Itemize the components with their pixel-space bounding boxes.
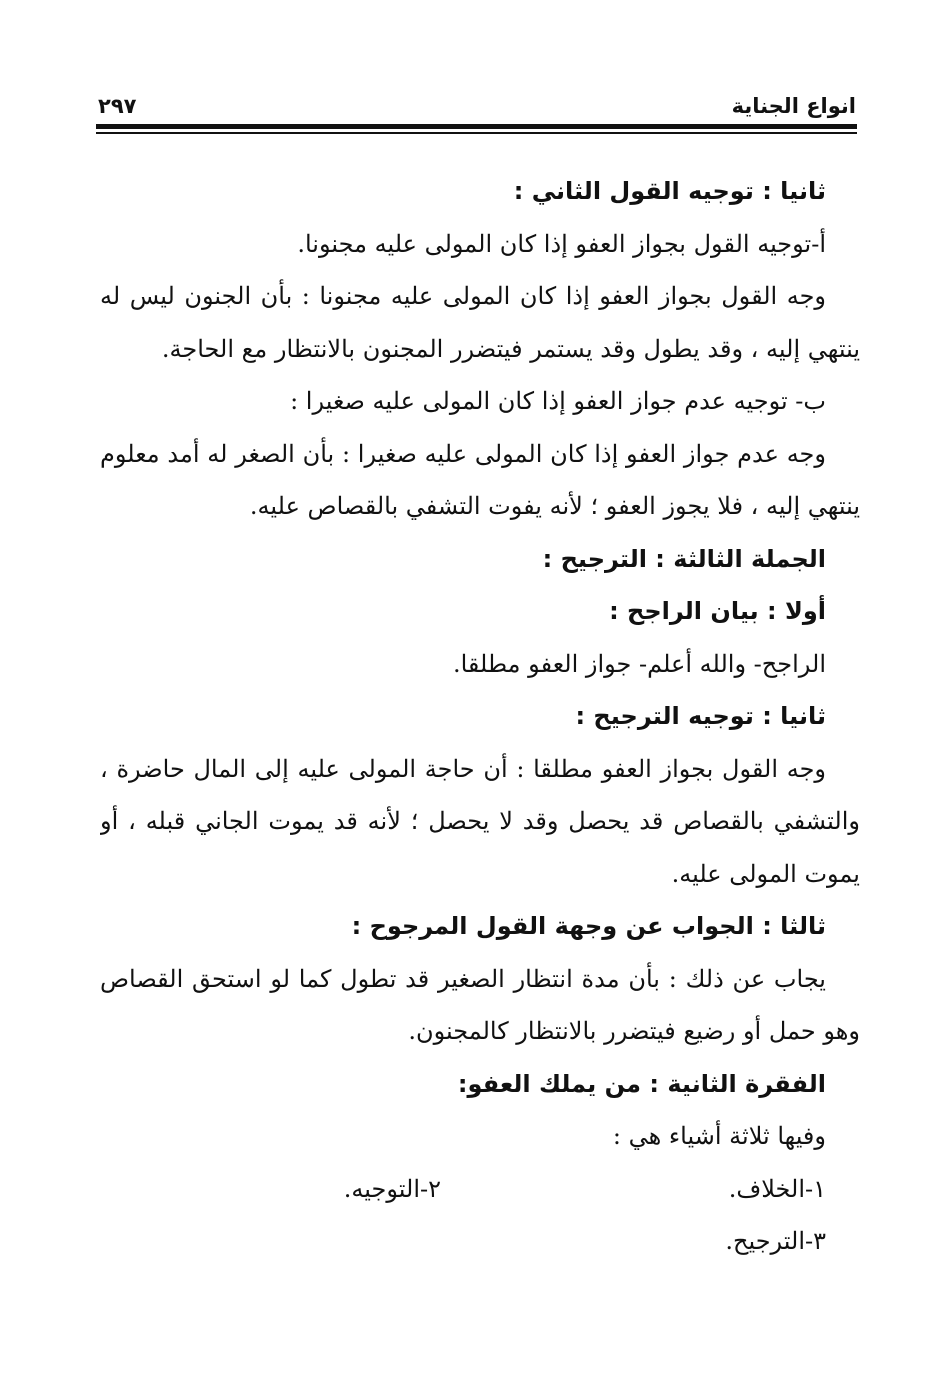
page-body [100,165,860,1268]
header-rule-thick [96,124,857,129]
paragraph-line: وجه القول بجواز العفو مطلقا : أن حاجة المولى عليه إلى المال حاضرة ، [100,754,826,783]
page-header [96,88,856,128]
paragraph-line: وفيها ثلاثة أشياء هي : [612,1122,826,1150]
subheading-tawjih-tarjih: ثانيا : توجيه الترجيح : [575,702,826,730]
running-title: انواع الجناية [731,94,856,118]
list-item: ٣-الترجيح. [725,1227,826,1255]
section-heading-tarjih: الجملة الثالثة : الترجيح : [542,544,826,573]
paragraph-line: يجاب عن ذلك : بأن مدة انتظار الصغير قد تطول كما لو استحق القصاص [100,964,826,993]
subheading-response: ثالثا : الجواب عن وجهة القول المرجوح : [351,912,826,940]
subheading-rajih: أولا : بيان الراجح : [609,597,826,625]
paragraph-line: الراجح- والله أعلم- جواز العفو مطلقا. [452,649,826,678]
paragraph-line: أ-توجيه القول بجواز العفو إذا كان المولى عليه مجنونا. [297,229,826,258]
paragraph-line: ينتهي إليه ، وقد يطول وقد يستمر فيتضرر المجنون بالانتظار مع الحاجة. [161,334,860,363]
list-row [100,1163,860,1216]
paragraph-line: وجه القول بجواز العفو إذا كان المولى عليه مجنونا : بأن الجنون ليس له [100,282,826,310]
subheading-second-view: ثانيا : توجيه القول الثاني : [513,177,826,205]
paragraph-line: يموت المولى عليه. [671,859,860,888]
page-number: ٢٩٧ [98,94,137,118]
header-rule-thin [96,132,857,134]
paragraph-line: ينتهي إليه ، فلا يجوز العفو ؛ لأنه يفوت التشفي بالقصاص عليه. [249,492,860,520]
paragraph-line: وهو حمل أو رضيع فيتضرر بالانتظار كالمجنون. [408,1017,860,1045]
paragraph-line: ب- توجيه عدم جواز العفو إذا كان المولى عليه صغيرا : [290,387,826,415]
list-item: ١-الخلاف. [728,1174,826,1203]
section-heading-forgiveness: الفقرة الثانية : من يملك العفو: [457,1069,826,1098]
list-item: ٢-التوجيه. [343,1174,441,1203]
paragraph-line: وجه عدم جواز العفو إذا كان المولى عليه صغيرا : بأن الصغر له أمد معلوم [100,439,826,468]
paragraph-line: والتشفي بالقصاص قد يحصل وقد لا يحصل ؛ لأنه قد يموت الجاني قبله ، أو [100,807,860,835]
